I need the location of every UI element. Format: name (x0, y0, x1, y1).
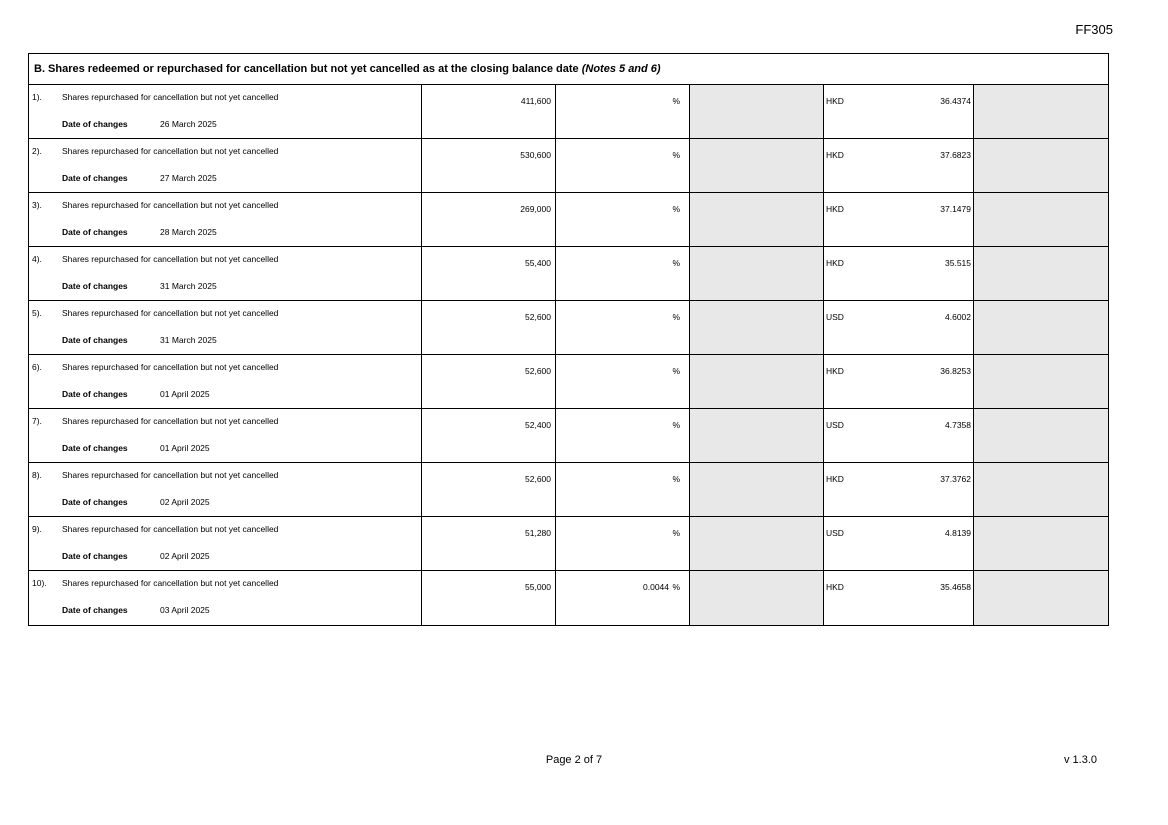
row-number: 3). (32, 200, 42, 210)
shaded-cell (690, 85, 824, 138)
shares-cell (422, 85, 556, 138)
table-row (29, 301, 1108, 355)
table-row (29, 193, 1108, 247)
percentage-cell (556, 193, 690, 246)
table-row (29, 247, 1108, 301)
price-cell (824, 139, 974, 192)
shares-cell (422, 463, 556, 516)
shaded-cell (974, 85, 1108, 138)
description-cell (29, 247, 422, 300)
shares-value: 52,600 (525, 312, 551, 322)
percentage-cell (556, 355, 690, 408)
shares-value: 52,400 (525, 420, 551, 430)
percentage-value: 0.0044 (643, 582, 669, 592)
shaded-cell (690, 463, 824, 516)
date-of-changes-label: Date of changes (62, 497, 128, 507)
shares-value: 269,000 (520, 204, 551, 214)
description-cell (29, 85, 422, 138)
date-of-changes-label: Date of changes (62, 173, 128, 183)
table-row (29, 409, 1108, 463)
shares-cell (422, 247, 556, 300)
section-title (29, 54, 1108, 85)
table-row (29, 517, 1108, 571)
price-value: 4.6002 (945, 312, 971, 322)
description-cell (29, 517, 422, 570)
percentage-cell (556, 301, 690, 354)
date-of-changes-value: 01 April 2025 (160, 443, 210, 453)
shares-value: 52,600 (525, 366, 551, 376)
shaded-cell (690, 301, 824, 354)
row-description: Shares repurchased for cancellation but not yet cancelled (62, 416, 279, 426)
date-of-changes-label: Date of changes (62, 551, 128, 561)
table-row (29, 463, 1108, 517)
price-cell (824, 301, 974, 354)
date-of-changes-value: 31 March 2025 (160, 281, 217, 291)
date-of-changes-label: Date of changes (62, 443, 128, 453)
description-cell (29, 301, 422, 354)
row-number: 5). (32, 308, 42, 318)
description-cell (29, 463, 422, 516)
shaded-cell (974, 517, 1108, 570)
price-cell (824, 517, 974, 570)
row-number: 7). (32, 416, 42, 426)
percentage-cell (556, 463, 690, 516)
shaded-cell (690, 193, 824, 246)
percent-sign: % (672, 96, 680, 106)
row-number: 10). (32, 578, 47, 588)
description-cell (29, 571, 422, 625)
date-of-changes-value: 02 April 2025 (160, 497, 210, 507)
date-of-changes-value: 27 March 2025 (160, 173, 217, 183)
shares-value: 55,000 (525, 582, 551, 592)
shares-cell (422, 517, 556, 570)
currency-code: HKD (826, 582, 844, 592)
percentage-cell (556, 85, 690, 138)
currency-code: HKD (826, 366, 844, 376)
percentage-cell (556, 517, 690, 570)
price-cell (824, 463, 974, 516)
percentage-cell (556, 139, 690, 192)
row-description: Shares repurchased for cancellation but not yet cancelled (62, 362, 279, 372)
row-number: 4). (32, 254, 42, 264)
shaded-cell (974, 355, 1108, 408)
shares-cell (422, 355, 556, 408)
price-value: 4.7358 (945, 420, 971, 430)
currency-code: USD (826, 312, 844, 322)
row-number: 8). (32, 470, 42, 480)
currency-code: HKD (826, 474, 844, 484)
date-of-changes-value: 26 March 2025 (160, 119, 217, 129)
percentage-cell (556, 571, 690, 625)
row-description: Shares repurchased for cancellation but not yet cancelled (62, 308, 279, 318)
row-description: Shares repurchased for cancellation but not yet cancelled (62, 200, 279, 210)
price-value: 36.8253 (940, 366, 971, 376)
row-number: 2). (32, 146, 42, 156)
shaded-cell (690, 247, 824, 300)
row-description: Shares repurchased for cancellation but not yet cancelled (62, 146, 279, 156)
percent-sign: % (672, 582, 680, 592)
shares-value: 411,600 (520, 96, 551, 106)
price-value: 4.8139 (945, 528, 971, 538)
shares-value: 52,600 (525, 474, 551, 484)
date-of-changes-value: 02 April 2025 (160, 551, 210, 561)
shaded-cell (974, 247, 1108, 300)
percent-sign: % (672, 258, 680, 268)
currency-code: USD (826, 420, 844, 430)
shaded-cell (690, 571, 824, 625)
description-cell (29, 409, 422, 462)
price-cell (824, 571, 974, 625)
shaded-cell (690, 355, 824, 408)
price-value: 36.4374 (940, 96, 971, 106)
date-of-changes-label: Date of changes (62, 389, 128, 399)
date-of-changes-value: 01 April 2025 (160, 389, 210, 399)
date-of-changes-value: 03 April 2025 (160, 605, 210, 615)
shares-cell (422, 301, 556, 354)
percent-sign: % (672, 204, 680, 214)
shares-table (28, 53, 1109, 626)
price-cell (824, 85, 974, 138)
shaded-cell (974, 409, 1108, 462)
row-number: 9). (32, 524, 42, 534)
description-cell (29, 193, 422, 246)
date-of-changes-label: Date of changes (62, 281, 128, 291)
date-of-changes-value: 31 March 2025 (160, 335, 217, 345)
row-description: Shares repurchased for cancellation but not yet cancelled (62, 254, 279, 264)
percentage-cell (556, 409, 690, 462)
shares-value: 55,400 (525, 258, 551, 268)
date-of-changes-value: 28 March 2025 (160, 227, 217, 237)
shaded-cell (974, 193, 1108, 246)
price-cell (824, 247, 974, 300)
percent-sign: % (672, 528, 680, 538)
price-value: 37.6823 (940, 150, 971, 160)
price-value: 35.4658 (940, 582, 971, 592)
price-value: 37.3762 (940, 474, 971, 484)
shaded-cell (974, 301, 1108, 354)
row-description: Shares repurchased for cancellation but not yet cancelled (62, 524, 279, 534)
currency-code: HKD (826, 204, 844, 214)
price-value: 35.515 (945, 258, 971, 268)
page-number: Page 2 of 7 (545, 754, 603, 766)
currency-code: HKD (826, 96, 844, 106)
section-title-notes: (Notes 5 and 6) (581, 63, 661, 75)
percent-sign: % (672, 312, 680, 322)
description-cell (29, 139, 422, 192)
table-row (29, 355, 1108, 409)
table-body (29, 85, 1108, 625)
percent-sign: % (672, 420, 680, 430)
price-cell (824, 355, 974, 408)
date-of-changes-label: Date of changes (62, 335, 128, 345)
price-cell (824, 193, 974, 246)
table-row (29, 571, 1108, 625)
currency-code: HKD (826, 150, 844, 160)
table-row (29, 85, 1108, 139)
row-number: 1). (32, 92, 42, 102)
version-label: v 1.3.0 (1063, 754, 1097, 766)
shares-cell (422, 571, 556, 625)
shaded-cell (690, 409, 824, 462)
currency-code: HKD (826, 258, 844, 268)
section-title-text: B. Shares redeemed or repurchased for cancellation but not yet cancelled as at the closing balance date (34, 63, 582, 75)
shaded-cell (974, 571, 1108, 625)
row-number: 6). (32, 362, 42, 372)
shaded-cell (974, 463, 1108, 516)
shaded-cell (690, 517, 824, 570)
shares-cell (422, 193, 556, 246)
shares-cell (422, 409, 556, 462)
price-cell (824, 409, 974, 462)
shares-cell (422, 139, 556, 192)
shaded-cell (690, 139, 824, 192)
shares-value: 51,280 (525, 528, 551, 538)
date-of-changes-label: Date of changes (62, 227, 128, 237)
shares-value: 530,600 (520, 150, 551, 160)
form-code: FF305 (1075, 22, 1113, 37)
percent-sign: % (672, 474, 680, 484)
date-of-changes-label: Date of changes (62, 605, 128, 615)
percentage-cell (556, 247, 690, 300)
percent-sign: % (672, 150, 680, 160)
row-description: Shares repurchased for cancellation but not yet cancelled (62, 470, 279, 480)
price-value: 37.1479 (940, 204, 971, 214)
row-description: Shares repurchased for cancellation but not yet cancelled (62, 578, 279, 588)
date-of-changes-label: Date of changes (62, 119, 128, 129)
description-cell (29, 355, 422, 408)
table-row (29, 139, 1108, 193)
currency-code: USD (826, 528, 844, 538)
row-description: Shares repurchased for cancellation but not yet cancelled (62, 92, 279, 102)
percent-sign: % (672, 366, 680, 376)
shaded-cell (974, 139, 1108, 192)
